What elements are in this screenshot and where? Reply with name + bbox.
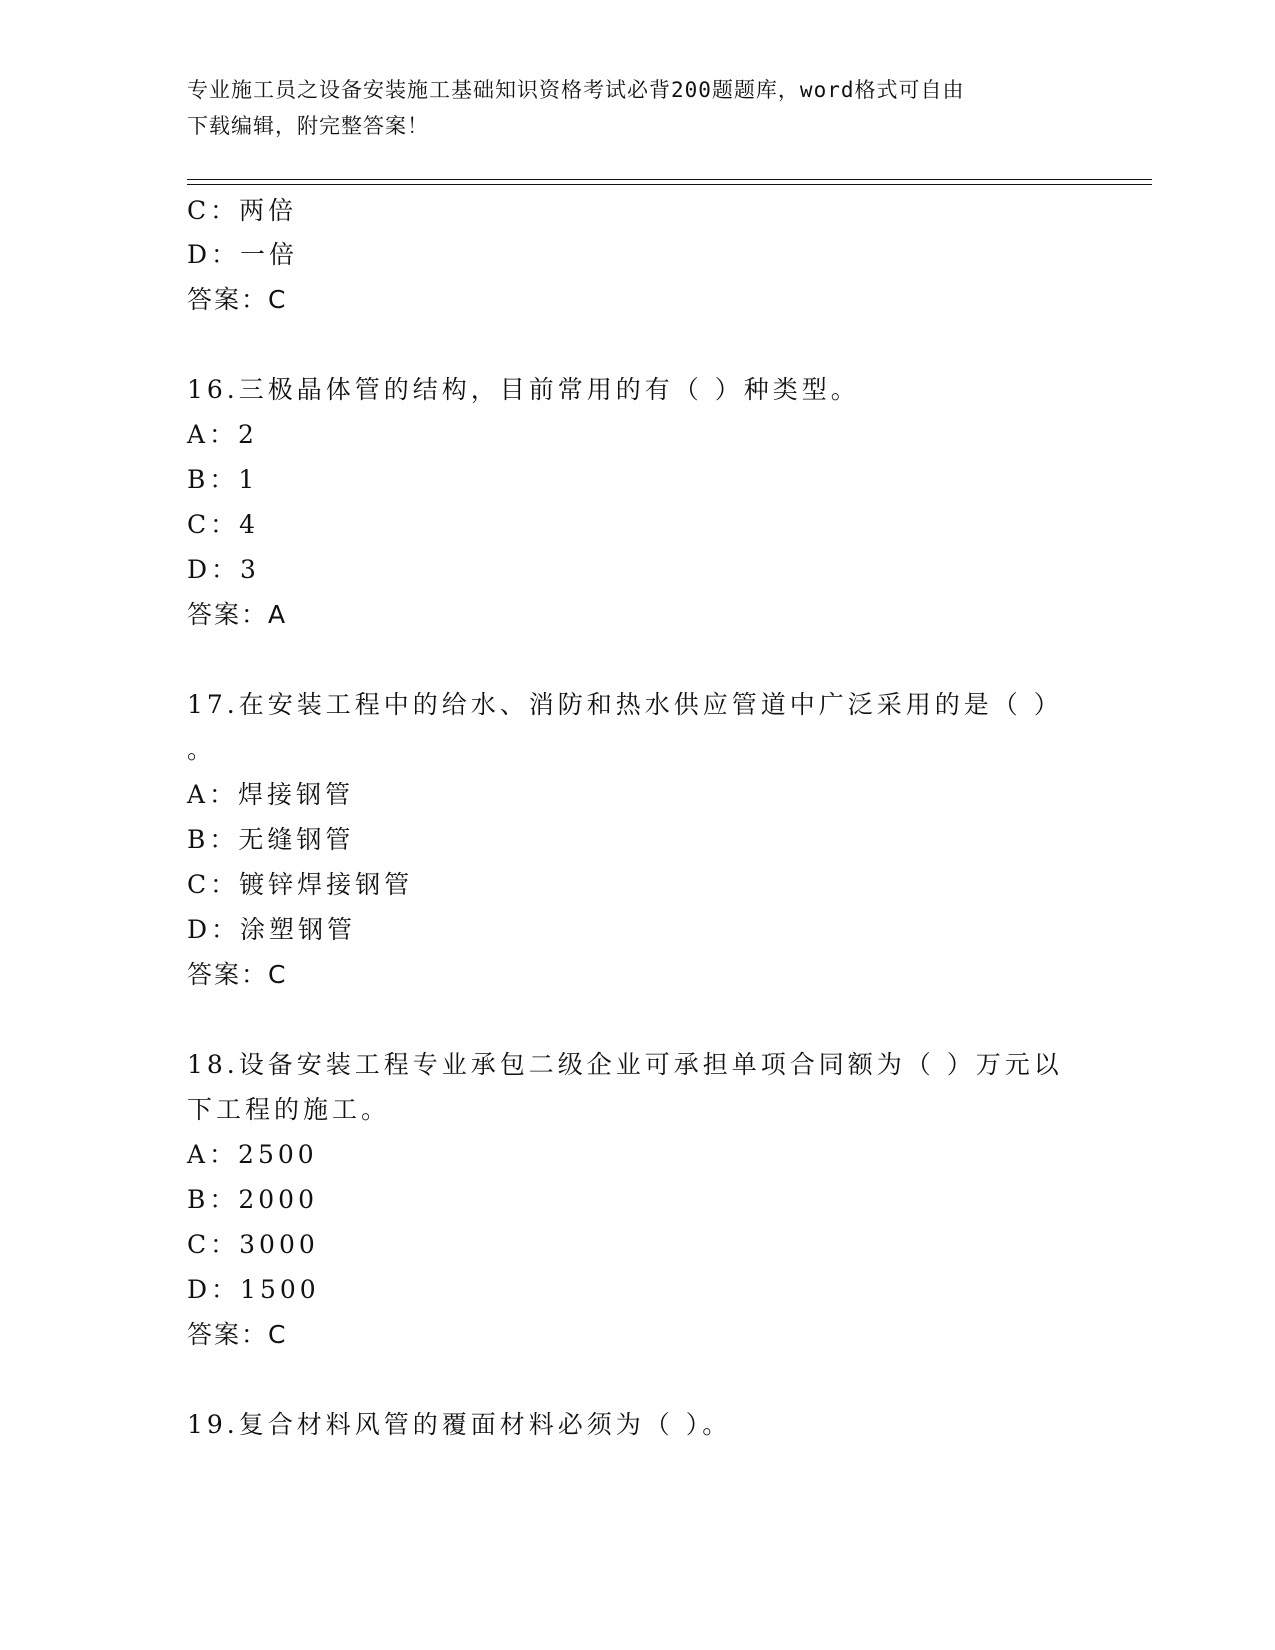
q17-option-b: B：无缝钢管 [187, 825, 355, 854]
q16-answer: 答案：A [187, 600, 288, 629]
q18-stem-line-2: 下工程的施工。 [187, 1095, 391, 1124]
q15-option-d: D：一倍 [187, 240, 299, 269]
q16-stem: 16.三极晶体管的结构，目前常用的有（ ）种类型。 [187, 375, 860, 404]
q16-option-a: A：2 [187, 420, 258, 449]
q19-stem: 19.复合材料风管的覆面材料必须为（ ）。 [187, 1410, 732, 1439]
q17-stem-line-1: 17.在安装工程中的给水、消防和热水供应管道中广泛采用的是（ ） [187, 690, 1063, 719]
q15-option-c: C：两倍 [187, 196, 298, 225]
q18-option-c: C：3000 [187, 1230, 319, 1259]
q18-stem-line-1: 18.设备安装工程专业承包二级企业可承担单项合同额为（ ）万元以 [187, 1050, 1063, 1079]
q17-option-d: D：涂塑钢管 [187, 915, 357, 944]
q17-stem-line-2: 。 [187, 735, 217, 764]
q16-option-d: D：3 [187, 555, 260, 584]
header-rule-bottom [187, 184, 1152, 185]
header-line-2: 下载编辑，附完整答案！ [187, 114, 429, 138]
document-header [187, 72, 1087, 144]
q16-option-c: C：4 [187, 510, 260, 539]
header-rule-top [187, 179, 1152, 180]
q18-option-a: A：2500 [187, 1140, 318, 1169]
q17-answer: 答案：C [187, 960, 288, 989]
q18-answer: 答案：C [187, 1320, 288, 1349]
header-line-1: 专业施工员之设备安装施工基础知识资格考试必背200题题库，word格式可自由 [187, 78, 965, 102]
q18-option-b: B：2000 [187, 1185, 318, 1214]
q17-option-a: A：焊接钢管 [187, 780, 355, 809]
q17-option-c: C：镀锌焊接钢管 [187, 870, 414, 899]
q16-option-b: B：1 [187, 465, 259, 494]
q18-option-d: D：1500 [187, 1275, 320, 1304]
q15-answer: 答案：C [187, 285, 288, 314]
